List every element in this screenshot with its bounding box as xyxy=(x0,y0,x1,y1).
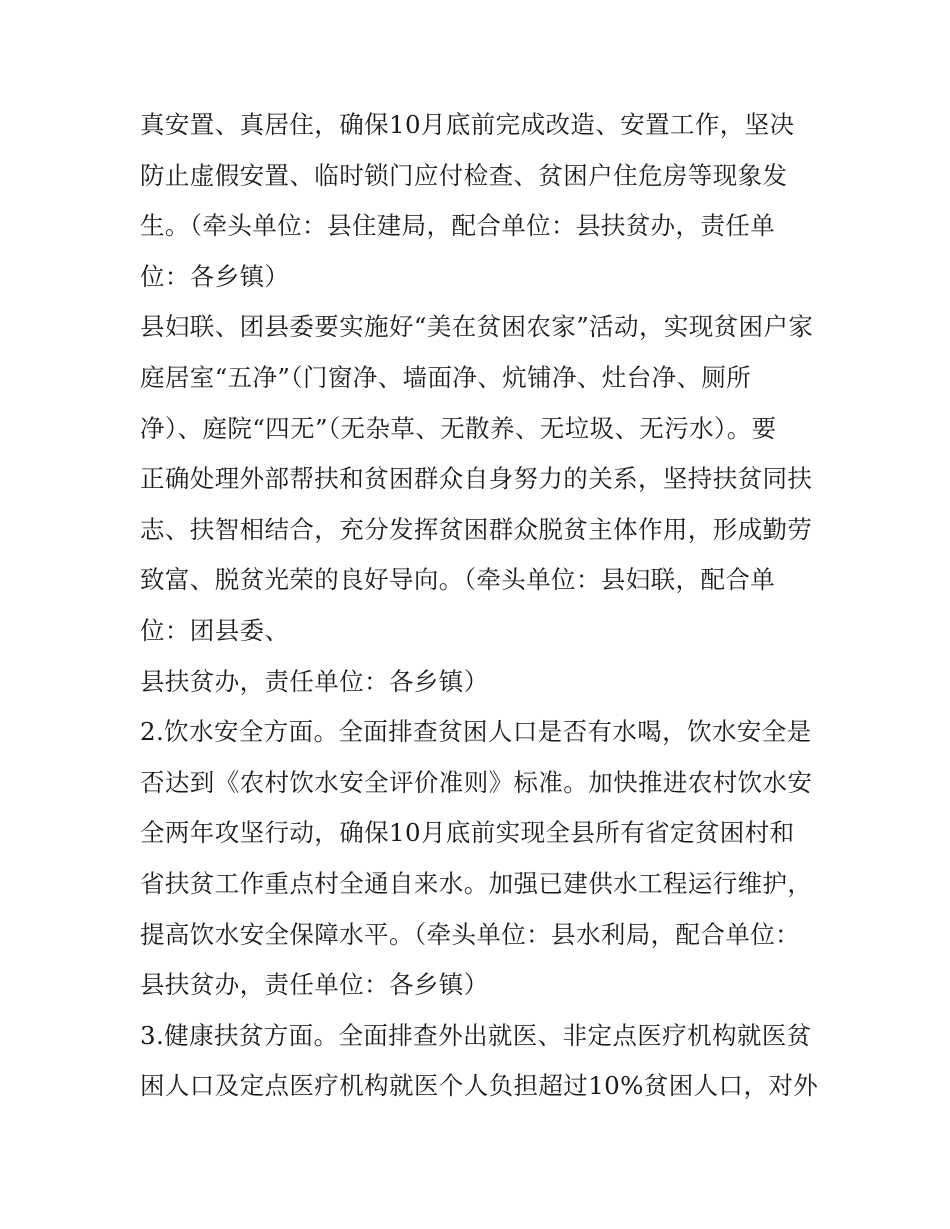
text-line: 县扶贫办，责任单位：各乡镇） xyxy=(140,970,489,1000)
text-line: 2.饮水安全方面。全面排查贫困人口是否有水喝，饮水安全是 xyxy=(140,717,812,747)
text-line: 志、扶智相结合，充分发挥贫困群众脱贫主体作用，形成勤劳 xyxy=(140,514,813,544)
document-body xyxy=(140,100,840,1112)
text-line: 提高饮水安全保障水平。（牵头单位：县水利局，配合单位： xyxy=(140,919,801,949)
text-line: 位：团县委、 xyxy=(140,615,290,645)
text-line: 净）、庭院“四无”（无杂草、无散养、无垃圾、无污水）。要 xyxy=(140,413,777,443)
text-line: 全两年攻坚行动，确保10月底前实现全县所有省定贫困村和 xyxy=(140,818,795,848)
text-line: 否达到《农村饮水安全评价准则》标准。加快推进农村饮水安 xyxy=(140,767,813,797)
text-line: 生。（牵头单位：县住建局，配合单位：县扶贫办，责任单 xyxy=(140,211,776,241)
text-line: 真安置、真居住，确保10月底前完成改造、安置工作，坚决 xyxy=(140,110,795,139)
text-line: 防止虚假安置、临时锁门应付检查、贫困户住危房等现象发 xyxy=(140,160,788,190)
text-line: 致富、脱贫光荣的良好导向。（牵头单位：县妇联，配合单 xyxy=(140,565,776,595)
text-line: 困人口及定点医疗机构就医个人负担超过10%贫困人口，对外 xyxy=(140,1071,819,1101)
text-line: 3.健康扶贫方面。全面排查外出就医、非定点医疗机构就医贫 xyxy=(140,1020,812,1050)
text-line: 庭居室“五净”（门窗净、墙面净、炕铺净、灶台净、厕所 xyxy=(140,362,752,392)
text-line: 位：各乡镇） xyxy=(140,261,290,291)
text-line: 县妇联、团县委要实施好“美在贫困农家”活动，实现贫困户家 xyxy=(140,312,814,342)
text-line: 省扶贫工作重点村全通自来水。加强已建供水工程运行维护， xyxy=(140,868,813,898)
text-line: 正确处理外部帮扶和贫困群众自身努力的关系，坚持扶贫同扶 xyxy=(140,464,813,494)
text-line: 县扶贫办，责任单位：各乡镇） xyxy=(140,666,489,696)
